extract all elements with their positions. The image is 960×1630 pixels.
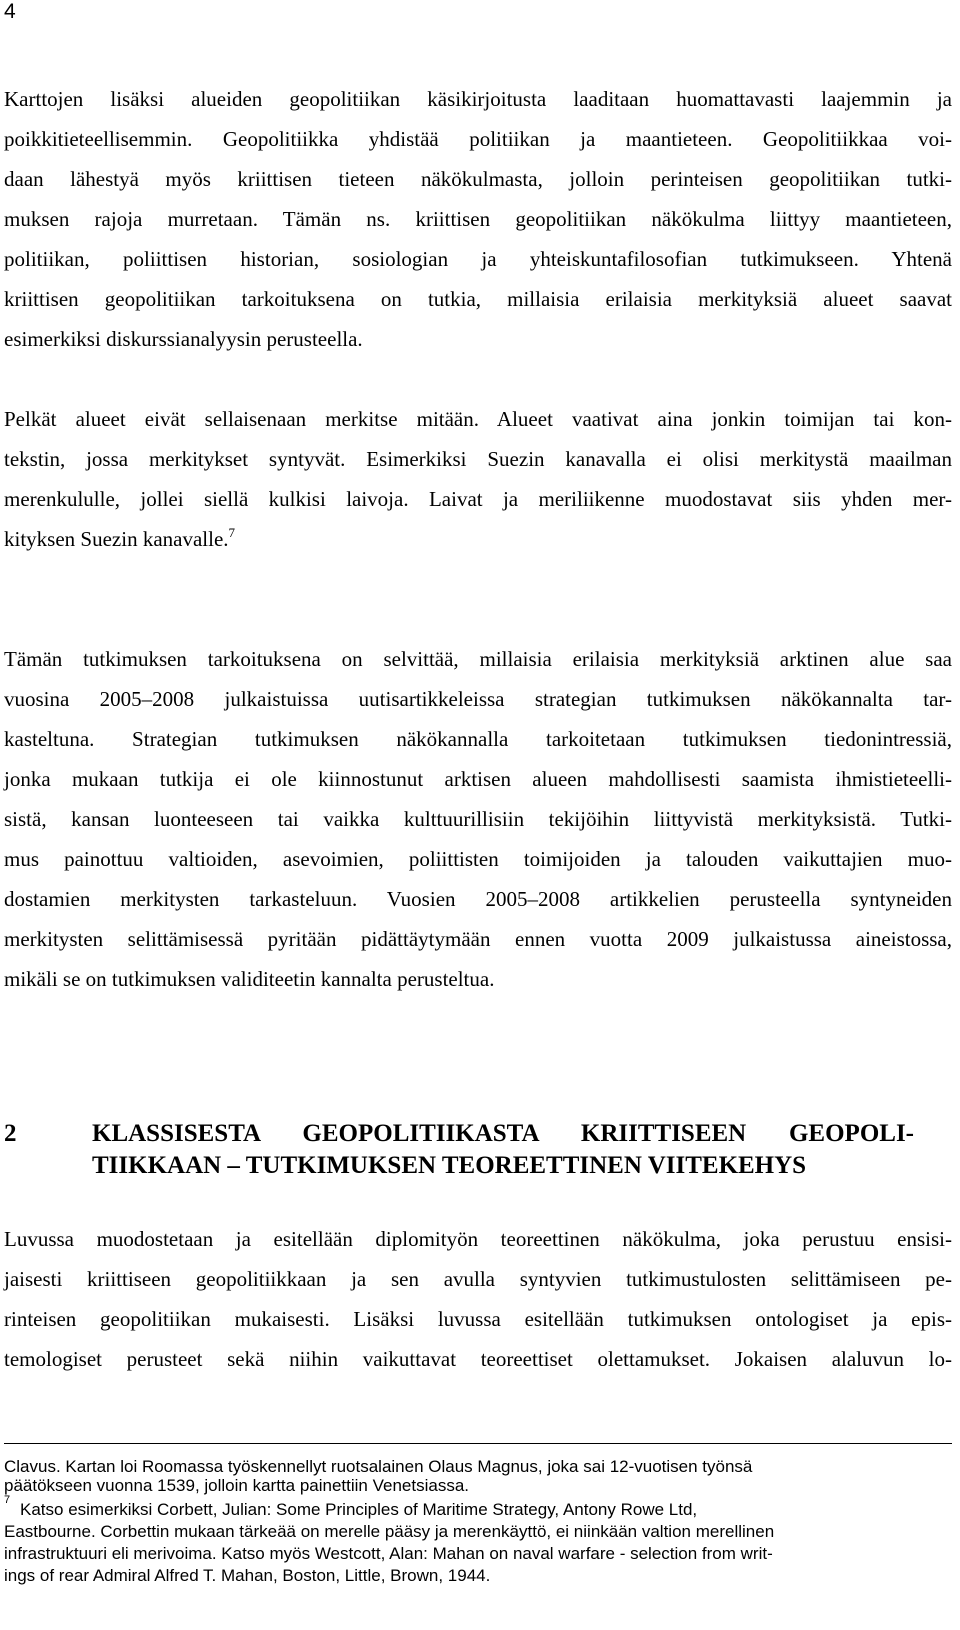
- text-line: tekstin, jossa merkitykset syntyvät. Esimerkiksi Suezin kanavalla ei olisi merkitystä maailman: [4, 447, 952, 471]
- text-line: Pelkät alueet eivät sellaisenaan merkitse mitään. Alueet vaativat aina jonkin toimijan tai kon-: [4, 407, 952, 431]
- text-line: daan lähestyä myös kriittisen tieteen näkökulmasta, jolloin perinteisen geopolitiikan tutki-: [4, 167, 952, 191]
- section-title-line: TIIKKAAN – TUTKIMUKSEN TEOREETTINEN VIITEKEHYS: [92, 1152, 807, 1179]
- footnote-mark-7: 7: [4, 1494, 11, 1506]
- text-line: vuosina 2005–2008 julkaistuissa uutisartikkeleissa strategian tutkimuksen näkökannalta tar-: [4, 687, 952, 711]
- text-line: jaisesti kriittiseen geopolitiikkaan ja sen avulla syntyvien tutkimustulosten selittämiseen pe-: [4, 1267, 952, 1291]
- section-number: 2: [4, 1120, 17, 1147]
- text-line: politiikan, poliittisen historian, sosiologian ja yhteiskuntafilosofian tutkimukseen. Yhtenä: [4, 247, 952, 271]
- text-line: kasteltuna. Strategian tutkimuksen näkökannalla tarkoitetaan tutkimuksen tiedonintressiä,: [4, 727, 952, 751]
- text-line: kriittisen geopolitiikan tarkoituksena on tutkia, millaisia erilaisia merkityksiä alueet saavat: [4, 287, 952, 311]
- text-line: dostamien merkitysten tarkasteluun. Vuosien 2005–2008 artikkelien perusteella syntyneiden: [4, 887, 952, 911]
- text-line: muksen rajoja murretaan. Tämän ns. kriittisen geopolitiikan näkökulma liittyy maantieteen,: [4, 207, 952, 231]
- section-title-line: KLASSISESTA GEOPOLITIIKASTA KRIITTISEEN GEOPOLI-: [92, 1120, 914, 1147]
- footnote-separator: [4, 1443, 952, 1444]
- text-line: temologiset perusteet sekä niihin vaikuttavat teoreettiset olettamukset. Jokaisen alaluvun lo-: [4, 1347, 952, 1371]
- footnote-reference[interactable]: 7: [228, 525, 236, 540]
- text-line: poikkitieteellisemmin. Geopolitiikka yhdistää politiikan ja maantieteen. Geopolitiikkaa voi-: [4, 127, 952, 151]
- footnote-continued-line: Clavus. Kartan loi Roomassa työskennellyt ruotsalainen Olaus Magnus, joka sai 12-vuotisen työnsä: [4, 1457, 753, 1476]
- text-line-with-footnote: [4, 526, 952, 552]
- text-line: Karttojen lisäksi alueiden geopolitiikan käsikirjoitusta laaditaan huomattavasti laajemmin ja: [4, 87, 952, 111]
- text-line: kityksen Suezin kanavalle.: [4, 527, 229, 551]
- footnote-7-line: Eastbourne. Corbettin mukaan tärkeää on merelle pääsy ja merenkäyttö, ei niinkään valtion merellinen: [4, 1522, 775, 1541]
- text-line: Luvussa muodostetaan ja esitellään diplomityön teoreettinen näkökulma, joka perustuu ensisi-: [4, 1227, 952, 1251]
- text-line: Tämän tutkimuksen tarkoituksena on selvittää, millaisia erilaisia merkityksiä arktinen alue saa: [4, 647, 952, 671]
- footnote-7-line: ings of rear Admiral Alfred T. Mahan, Boston, Little, Brown, 1944.: [4, 1566, 491, 1585]
- text-line: merenkululle, jollei siellä kulkisi laivoja. Laivat ja meriliikenne muodostavat siis yhden mer-: [4, 487, 952, 511]
- footnote-7-line: Katso esimerkiksi Corbett, Julian: Some Principles of Maritime Strategy, Antony Rowe Ltd,: [20, 1500, 698, 1519]
- text-line: esimerkiksi diskurssianalyysin perusteella.: [4, 327, 363, 351]
- text-line: jonka mukaan tutkija ei ole kiinnostunut arktisen alueen mahdollisesti saamista ihmistieteelli-: [4, 767, 952, 791]
- text-line: rinteisen geopolitiikan mukaisesti. Lisäksi luvussa esitellään tutkimuksen ontologiset ja epis-: [4, 1307, 952, 1331]
- footnote-7-line: infrastruktuuri eli merivoima. Katso myös Westcott, Alan: Mahan on naval warfare - selection from writ-: [4, 1544, 773, 1563]
- page-number: 4: [4, 0, 16, 23]
- text-line: sistä, kansan luonteeseen tai vaikka kulttuurillisiin tekijöihin liittyvistä merkityksistä. Tutki-: [4, 807, 952, 831]
- footnote-continued-line: päätökseen vuonna 1539, jolloin kartta painettiin Venetsiassa.: [4, 1476, 469, 1495]
- text-line: mus painottuu valtioiden, asevoimien, poliittisten toimijoiden ja talouden vaikuttajien muo-: [4, 847, 952, 871]
- text-line: merkitysten selittämisessä pyritään pidättäytymään ennen vuotta 2009 julkaistussa aineistossa,: [4, 927, 952, 951]
- text-line: mikäli se on tutkimuksen validiteetin kannalta perusteltua.: [4, 967, 495, 991]
